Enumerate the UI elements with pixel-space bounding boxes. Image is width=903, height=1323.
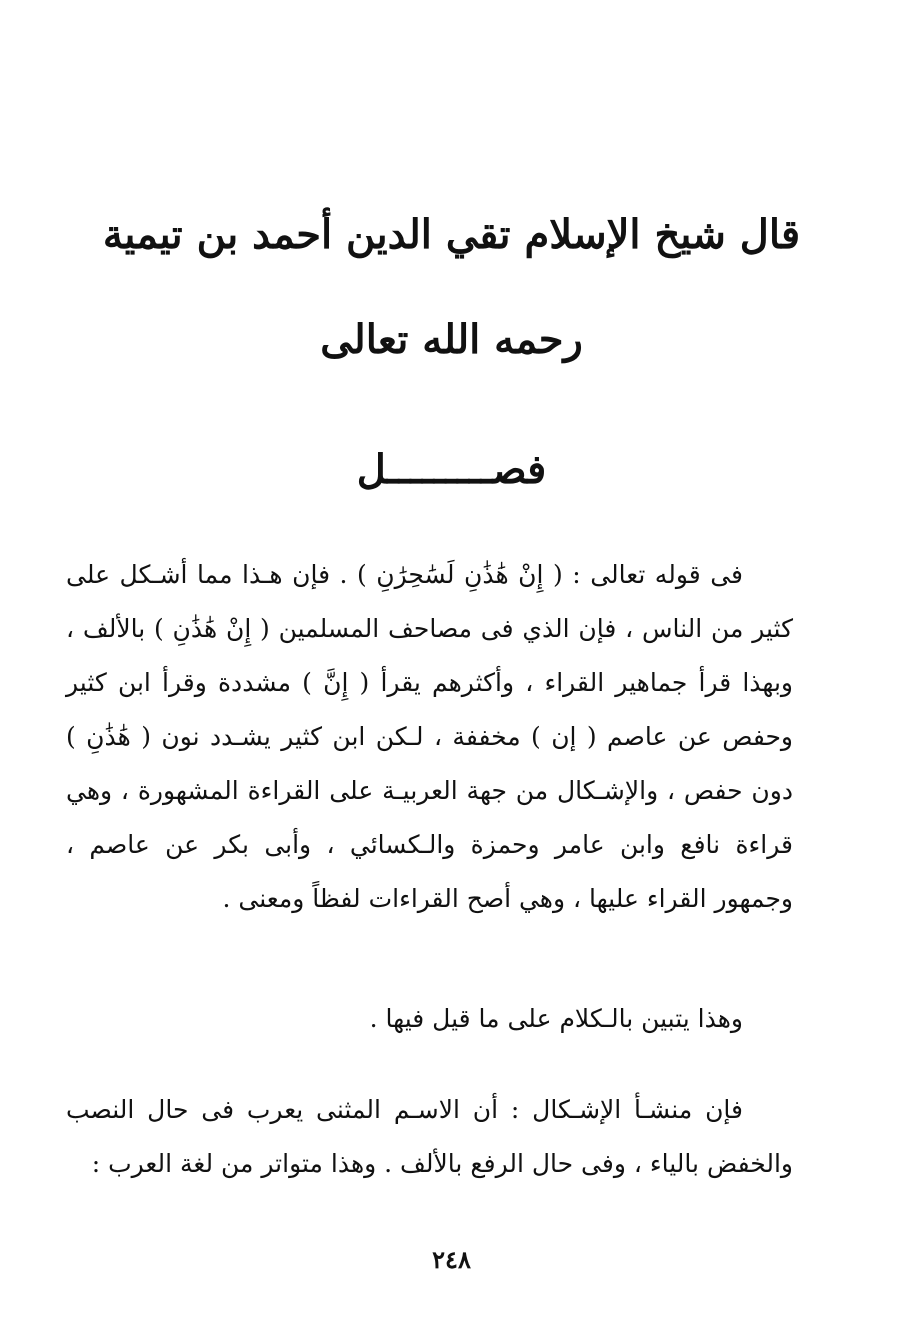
section-heading: فصـــــــــل xyxy=(356,446,547,493)
paragraph-2: وهذا يتبين بالـكلام على ما قيل فيها . xyxy=(369,1004,743,1033)
page-number: ٢٤٨ xyxy=(432,1245,471,1274)
title-line-1: قال شيخ الإسلام تقي الدين أحمد بن تيمية xyxy=(102,211,801,258)
title-line-2: رحمه الله تعالى xyxy=(320,316,583,363)
paragraph-1: فى قوله تعالى : ( إِنْ هَٰذَٰنِ لَسَٰحِرَٰنِ ) . فإن هـذا مما أشـكل على كثير من الناس ، فإن الذي فى مصاحف المسلمين ( إِنْ هَٰذَٰنِ ) بالألف ، وبهذا قرأ جماهير القراء ، وأكثرهم يقرأ ( إِنَّ ) مشددة وقرأ ابن كثير وحفص عن عاصم ( إن ) مخففة ، لـكن ابن كثير يشـدد نون ( هَٰذَٰنِ ) دون حفص ، والإشـكال من جهة العربيـة على القراءة المشهورة ، وهي قراءة نافع وابن عامر وحمزة والـكسائي ، وأبى بكر عن عاصم ، وجمهور القراء عليها ، وهي أصح القراءات لفظاً ومعنى . xyxy=(66,560,793,913)
paragraph-3: فإن منشـأ الإشـكال : أن الاسـم المثنى يعرب فى حال النصب والخفض بالياء ، وفى حال الرفع بالألف . وهذا متواتر من لغة العرب : xyxy=(66,1095,793,1178)
